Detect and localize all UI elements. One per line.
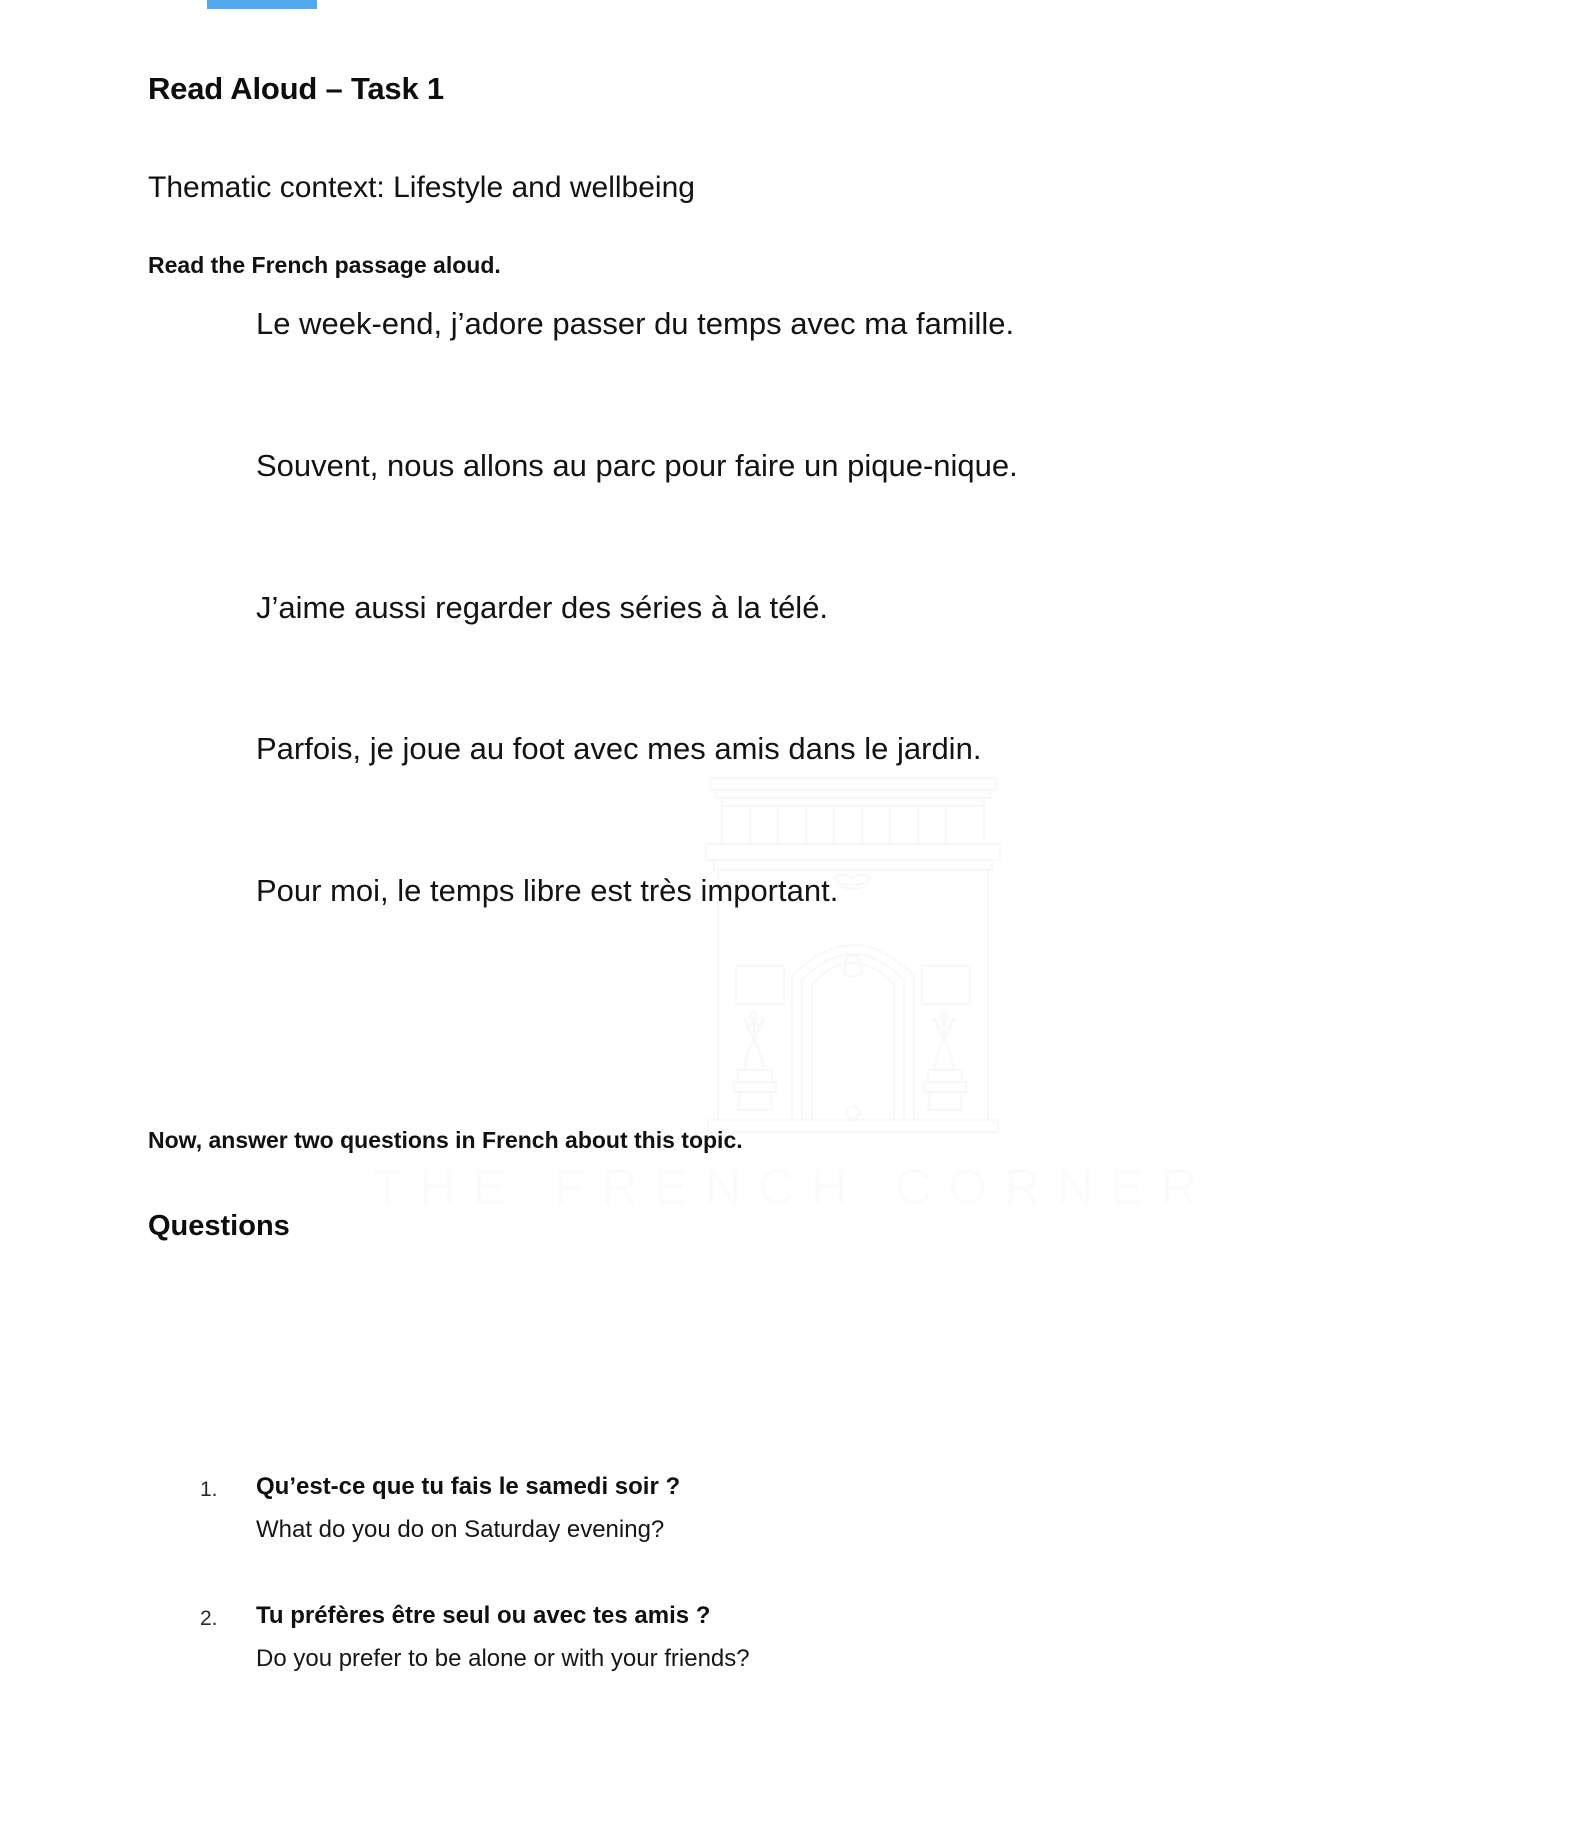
page-title: Read Aloud – Task 1 bbox=[148, 70, 444, 106]
thematic-context: Thematic context: Lifestyle and wellbeing bbox=[148, 171, 695, 204]
question-item bbox=[196, 1472, 1396, 1545]
question-english: Do you prefer to be alone or with your friends? bbox=[256, 1645, 750, 1673]
passage-line: Pour moi, le temps libre est très important. bbox=[256, 873, 839, 908]
questions-list bbox=[196, 1472, 1396, 1674]
question-french: Tu préfères être seul ou avec tes amis ? bbox=[256, 1602, 711, 1630]
watermark-text: THE FRENCH CORNER bbox=[372, 1159, 1214, 1215]
instruction-answer-questions: Now, answer two questions in French about this topic. bbox=[148, 1127, 743, 1153]
question-number: 2. bbox=[200, 1607, 218, 1631]
french-passage bbox=[256, 305, 1456, 911]
passage-line: Le week-end, j’adore passer du temps avec ma famille. bbox=[256, 306, 1015, 341]
passage-line: J’aime aussi regarder des séries à la télé. bbox=[256, 589, 829, 625]
question-english: What do you do on Saturday evening? bbox=[256, 1516, 665, 1543]
passage-line: Parfois, je joue au foot avec mes amis dans le jardin. bbox=[256, 731, 982, 767]
top-accent-bar bbox=[207, 0, 317, 9]
passage-line: Souvent, nous allons au parc pour faire un pique-nique. bbox=[256, 447, 1018, 483]
question-french: Qu’est-ce que tu fais le samedi soir ? bbox=[256, 1473, 681, 1500]
question-item bbox=[196, 1601, 1396, 1674]
instruction-read-passage: Read the French passage aloud. bbox=[148, 252, 501, 278]
questions-heading: Questions bbox=[148, 1210, 290, 1243]
question-number: 1. bbox=[200, 1478, 218, 1501]
